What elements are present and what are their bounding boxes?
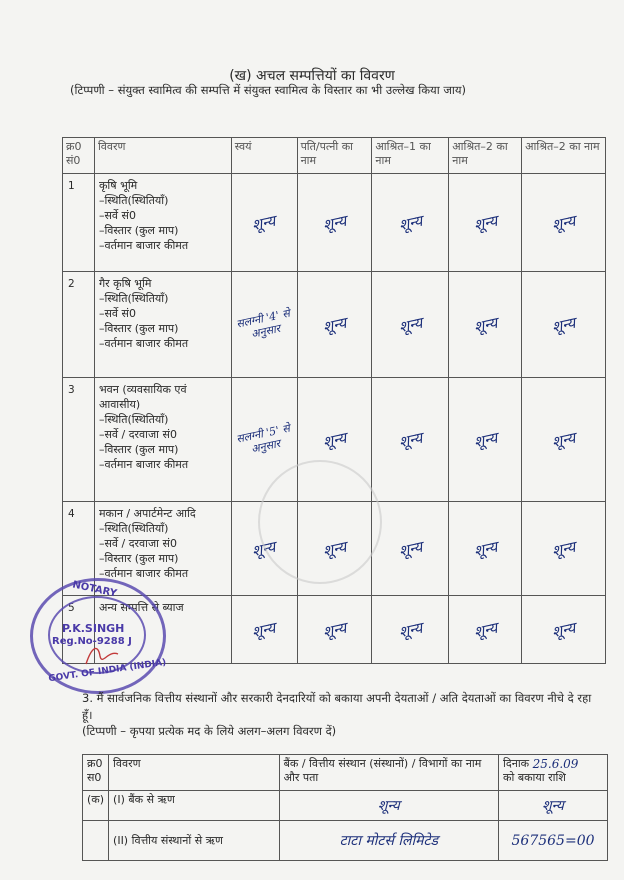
stamp-name: P.K.SINGH: [62, 622, 125, 635]
handwritten-cell: शून्य: [449, 378, 522, 502]
handwritten-cell: शून्य: [372, 272, 449, 378]
col-dependent3-header: आश्रित–2 का नाम: [522, 138, 606, 174]
paragraph-number: 3.: [82, 691, 93, 705]
row-serial: (क): [83, 791, 109, 821]
handwritten-cell: शून्य: [522, 502, 606, 596]
handwritten-cell: शून्य: [449, 596, 522, 664]
handwritten-cell: शून्य: [231, 596, 297, 664]
desc-line: –स्थिति(स्थितियाँ): [98, 522, 169, 535]
desc-line: –सर्वे / दरवाजा सं0: [98, 537, 177, 550]
col-serial-header: क्र0 स0: [83, 755, 109, 791]
ownership-note: (टिप्पणी – संयुक्त स्वामित्व की सम्पत्ति में संयुक्त स्वामित्व के विस्तार का भी उल्लेख किया जाय): [70, 83, 467, 97]
desc-line: –सर्वे सं0: [98, 209, 136, 222]
row-description: [94, 378, 231, 502]
table-header-row: [83, 755, 608, 791]
col-self-header: स्वयं: [231, 138, 297, 174]
handwritten-cell: शून्य: [231, 174, 297, 272]
handwritten-cell: शून्य: [297, 596, 372, 664]
section-heading: (ख) अचल सम्पत्तियों का विवरण: [229, 68, 395, 84]
liabilities-table: [82, 754, 608, 861]
handwritten-cell: सलग्नी '4' से अनुसार: [231, 272, 297, 378]
row-serial: 1: [63, 174, 95, 272]
handwritten-cell: शून्य: [279, 791, 498, 821]
stamp-bottom-text: GOVT. OF INDIA (INDIA): [47, 657, 167, 685]
table-row: [63, 174, 606, 272]
handwritten-cell: शून्य: [297, 502, 372, 596]
col-serial-header: क्र0 सं0: [63, 138, 95, 174]
handwritten-cell: शून्य: [372, 502, 449, 596]
desc-line: –वर्तमान बाजार कीमत: [98, 239, 189, 252]
stamp-reg-no: Reg.No-9288 J: [52, 636, 132, 647]
handwritten-cell: शून्य: [449, 174, 522, 272]
desc-line: –स्थिति(स्थितियाँ): [98, 194, 169, 207]
row-serial: 4: [63, 502, 95, 596]
handwritten-cell: शून्य: [522, 272, 606, 378]
table-row: [63, 272, 606, 378]
desc-line: अन्य सम्पत्ति से ब्याज: [98, 601, 184, 614]
desc-line: कृषि भूमि: [98, 179, 138, 192]
desc-line: –सर्वे सं0: [98, 307, 136, 320]
desc-line: –विस्तार (कुल माप): [98, 224, 179, 237]
desc-line: गैर कृषि भूमि: [98, 277, 152, 290]
handwritten-cell: शून्य: [231, 502, 297, 596]
row-serial: 2: [63, 272, 95, 378]
row-description: (I) बैंक से ऋण: [109, 791, 280, 821]
desc-line: –स्थिति(स्थितियाँ): [98, 413, 169, 426]
row-description: (II) वित्तीय संस्थानों से ऋण: [109, 821, 280, 861]
handwritten-cell: शून्य: [297, 174, 372, 272]
handwritten-cell: शून्य: [372, 378, 449, 502]
handwritten-cell: शून्य: [372, 596, 449, 664]
desc-line: –स्थिति(स्थितियाँ): [98, 292, 169, 305]
desc-line: मकान / अपार्टमेन्ट आदि: [98, 507, 196, 520]
row-serial: 5: [63, 596, 95, 664]
handwritten-cell: टाटा मोटर्स लिमिटेड: [279, 821, 498, 861]
table-header-row: [63, 138, 606, 174]
handwritten-date: 25.6.09: [532, 757, 579, 771]
handwritten-cell: शून्य: [297, 378, 372, 502]
col-dependent1-header: आश्रित–1 का नाम: [372, 138, 449, 174]
desc-line: –वर्तमान बाजार कीमत: [98, 337, 189, 350]
desc-line: भवन (व्यवसायिक एवं आवासीय): [98, 383, 187, 411]
col-spouse-header: पति/पत्नी का नाम: [297, 138, 372, 174]
liabilities-note: (टिप्पणी – कृपया प्रत्येक मद के लिये अलग–अलग विवरण दें): [82, 724, 337, 738]
immovable-assets-table: [62, 137, 606, 664]
table-row: [83, 791, 608, 821]
handwritten-cell: शून्य: [499, 791, 608, 821]
signature-icon: [82, 640, 122, 670]
desc-line: –वर्तमान बाजार कीमत: [98, 458, 189, 471]
handwritten-cell: 567565=00: [499, 821, 608, 861]
desc-line: –सर्वे / दरवाजा सं0: [98, 428, 177, 441]
paragraph-text: मैं सार्वजनिक वित्तीय संस्थानों और सरकारी देनदारियों को बकाया अपनी देयताओं / अति देयताओं का विवरण नीचे दे रहा हूँ।: [82, 691, 592, 722]
table-row: [83, 821, 608, 861]
desc-line: –विस्तार (कुल माप): [98, 322, 179, 335]
handwritten-cell: शून्य: [522, 378, 606, 502]
desc-line: –वर्तमान बाजार कीमत: [98, 567, 189, 580]
col-bank-header: बैंक / वित्तीय संस्थान (संस्थानों) / विभागों का नाम और पता: [279, 755, 498, 791]
row-serial: 3: [63, 378, 95, 502]
faint-seal: [258, 460, 382, 584]
handwritten-cell: शून्य: [372, 174, 449, 272]
col-description-header: विवरण: [94, 138, 231, 174]
desc-line: –विस्तार (कुल माप): [98, 443, 179, 456]
handwritten-cell: शून्य: [449, 272, 522, 378]
handwritten-cell: सलग्नी '5' से अनुसार: [231, 378, 297, 502]
handwritten-cell: शून्य: [522, 174, 606, 272]
col-amount-header: दिनाक 25.6.09 को बकाया राशि: [499, 755, 608, 791]
col-description-header: विवरण: [109, 755, 280, 791]
handwritten-cell: शून्य: [449, 502, 522, 596]
row-serial: [83, 821, 109, 861]
desc-line: –विस्तार (कुल माप): [98, 552, 179, 565]
row-description: [94, 174, 231, 272]
col-dependent2-header: आश्रित–2 का नाम: [449, 138, 522, 174]
liabilities-paragraph: [82, 690, 592, 724]
handwritten-cell: शून्य: [297, 272, 372, 378]
stamp-top-text: NOTARY: [71, 579, 118, 600]
handwritten-cell: शून्य: [522, 596, 606, 664]
row-description: [94, 272, 231, 378]
